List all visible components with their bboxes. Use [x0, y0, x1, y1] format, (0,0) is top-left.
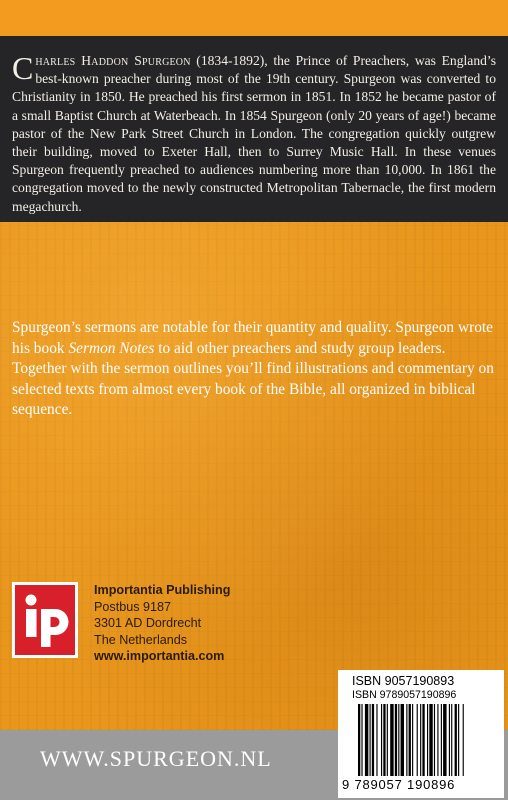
publisher-address-line2: 3301 AD Dordrecht	[94, 616, 202, 631]
barcode-bar	[395, 704, 397, 776]
barcode-bar	[390, 704, 393, 776]
barcode-digits: 9 789057 190896	[342, 777, 456, 792]
book-description	[12, 318, 500, 421]
barcode-bar	[398, 704, 399, 776]
barcode-bar	[361, 704, 362, 776]
barcode-bar	[451, 704, 452, 776]
bio-dropcap: C	[12, 50, 34, 86]
barcode-bar	[437, 704, 438, 776]
barcode-bar	[429, 704, 432, 776]
barcode-bar	[401, 704, 404, 776]
description-part2: to aid other preachers and study group leaders. Together with the sermon outlines you’ll find illustrations and commentary on selected texts from almost every book of the Bible, all organized in biblical sequence.	[12, 339, 494, 419]
barcode-bar	[427, 704, 428, 776]
publisher-logo	[12, 582, 78, 658]
barcode-bar	[449, 704, 450, 776]
book-title: Sermon Notes	[68, 339, 155, 357]
ip-logo-mark	[17, 587, 73, 653]
barcode-bar	[365, 704, 368, 776]
isbn-13: ISBN 9789057190896	[352, 689, 457, 701]
barcode-bar	[409, 704, 411, 776]
barcode-bar	[441, 704, 442, 776]
barcode-bar	[372, 704, 374, 776]
barcode-bar	[443, 704, 446, 776]
publisher-address-line1: Postbus 9187	[94, 599, 172, 614]
description-part1: Spurgeon’s sermons are notable for their quantity and quality. Spurgeon wrote his book	[12, 319, 494, 357]
barcode-bar	[376, 704, 377, 776]
barcode-bar	[463, 704, 464, 776]
publisher-name: Importantia Publishing	[94, 583, 231, 597]
barcode-bar	[434, 704, 435, 776]
author-bio	[12, 52, 496, 216]
barcode-bar	[417, 704, 418, 776]
top-orange-strip	[0, 0, 508, 36]
publisher-address	[94, 582, 230, 665]
barcode-bar	[370, 704, 371, 776]
barcode-panel	[338, 670, 504, 798]
bio-text: (1834-1892), the Prince of Preachers, was England’s best-known preacher during most of the 19th century. Spurgeon was converted to Christianity in 1850. He preached his first sermon in 1851. In 1852 he became pastor of a small Baptist Church at Waterbeach. In 1854 Spurgeon (only 20 years of age!) became pastor of the New Park Street Church in London. The congregation quickly outgrew their building, moved to Exeter Hall, then to Surrey Music Hall. In these venues Spurgeon frequently preached to audiences numbering more than 10,000. In 1861 the congregation moved to the newly constructed Metropolitan Tabernacle, the first modern megachurch.	[12, 53, 496, 214]
barcode-bar	[458, 704, 459, 776]
barcode-bar	[387, 704, 388, 776]
barcode-bar	[422, 704, 424, 776]
isbn-10: ISBN 9057190893	[352, 674, 455, 688]
barcode-bar	[412, 704, 413, 776]
barcode-bar	[420, 704, 421, 776]
bio-author-name: harles Haddon Spurgeon	[35, 53, 191, 68]
website-url[interactable]: WWW.SPURGEON.NL	[40, 746, 272, 771]
publisher-country: The Netherlands	[94, 632, 188, 647]
barcode-bar	[381, 704, 382, 776]
barcode-bar	[383, 704, 385, 776]
barcode-bar	[358, 704, 360, 776]
barcode-bar	[406, 704, 407, 776]
barcode-bars	[358, 704, 498, 776]
barcode-bar	[455, 704, 457, 776]
publisher-url[interactable]: www.importantia.com	[94, 649, 225, 664]
